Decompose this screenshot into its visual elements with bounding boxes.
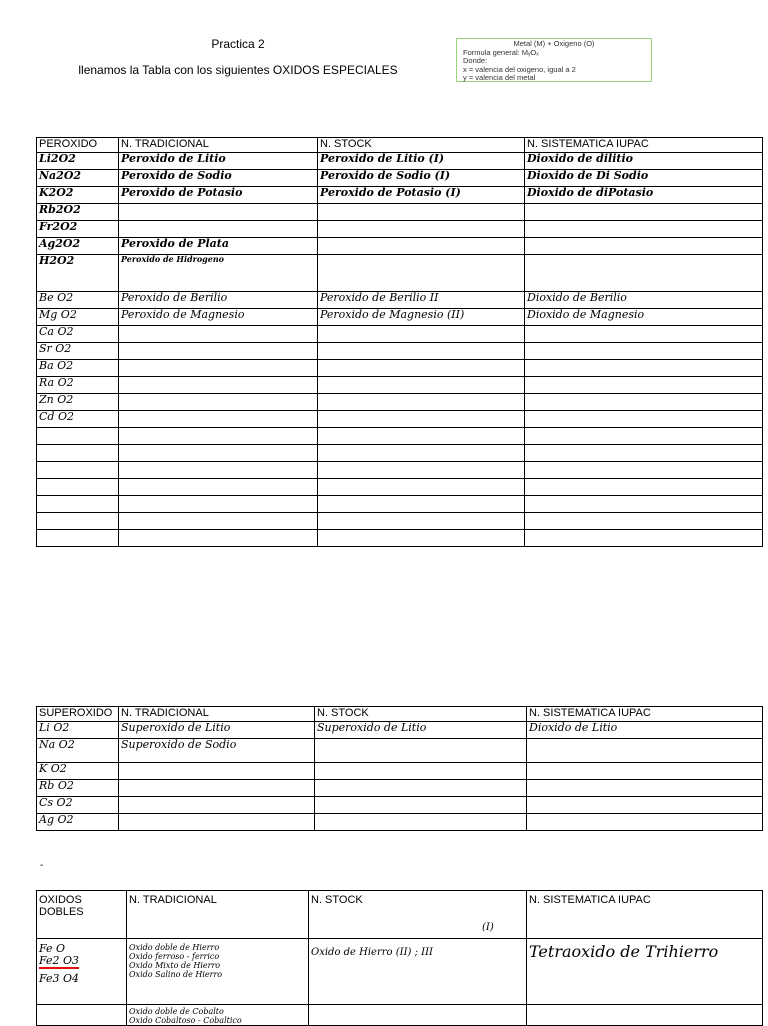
name-cell (119, 530, 318, 547)
name-cell (318, 530, 525, 547)
name-line: Oxido ferroso - ferrico (129, 952, 220, 961)
iupac-cell (527, 1005, 763, 1026)
name-cell (119, 513, 318, 530)
table-row (37, 221, 763, 238)
name-cell (527, 739, 763, 763)
formula-line: x = valencia del oxigeno, igual a 2 (463, 64, 576, 74)
name-cell: Superoxido de Litio (315, 722, 527, 739)
name-cell (527, 797, 763, 814)
name-cell (119, 326, 318, 343)
table-row (37, 479, 763, 496)
formula-cell: Ba O2 (37, 360, 119, 377)
header-cell: PEROXIDO (37, 138, 119, 153)
name-cell: Superoxido de Litio (119, 722, 315, 739)
name-cell (525, 462, 763, 479)
table-row (37, 513, 763, 530)
name-cell (527, 763, 763, 780)
name-cell (525, 360, 763, 377)
name-cell (315, 739, 527, 763)
name-cell (119, 797, 315, 814)
name-cell (525, 238, 763, 255)
formula-line: y = valencia del metal (463, 73, 536, 83)
name-cell: Dioxido de Litio (527, 722, 763, 739)
formula-cell: Fr2O2 (37, 221, 119, 238)
oxidos-dobles-table (36, 890, 763, 1026)
table-row (37, 780, 763, 797)
formula-box (456, 38, 652, 82)
name-cell (119, 221, 318, 238)
page-title: Practica 2 (211, 37, 265, 51)
formula-cell: Na2O2 (37, 170, 119, 187)
formula-cell: Ag O2 (37, 814, 119, 831)
tradicional-cell (127, 1005, 309, 1026)
formula-cell: H2O2 (37, 255, 119, 292)
name-cell (318, 204, 525, 221)
table-row (37, 377, 763, 394)
name-cell: Peroxido de Sodio (119, 170, 318, 187)
name-cell: Peroxido de Plata (119, 238, 318, 255)
name-cell (318, 462, 525, 479)
name-cell (318, 255, 525, 292)
formula-line: Metal (M) + Oxigeno (O) (513, 39, 595, 48)
formula-cell: Cd O2 (37, 411, 119, 428)
name-cell (525, 255, 763, 292)
stray-mark: - (40, 860, 44, 871)
name-cell: Peroxido de Magnesio (119, 309, 318, 326)
name-cell: Dioxido de Magnesio (525, 309, 763, 326)
table-row (37, 763, 763, 780)
name-cell (525, 445, 763, 462)
name-cell (119, 445, 318, 462)
name-cell (119, 763, 315, 780)
name-cell (525, 530, 763, 547)
table-row (37, 153, 763, 170)
table-row (37, 238, 763, 255)
table-row (37, 722, 763, 739)
name-cell: Dioxido de Berilio (525, 292, 763, 309)
name-cell: Peroxido de Litio (I) (318, 153, 525, 170)
header-cell: N. SISTEMATICA IUPAC (527, 891, 763, 939)
table-row (37, 530, 763, 547)
iupac-cell: Tetraoxido de Trihierro (527, 939, 763, 1005)
header-row (37, 707, 763, 722)
name-cell (525, 221, 763, 238)
formula-cell: Cs O2 (37, 797, 119, 814)
name-cell (318, 496, 525, 513)
formula-line: Fe2 O3 (39, 954, 80, 967)
stock-cell: Oxido de Hierro (II) ; III (309, 939, 527, 1005)
table-row (37, 462, 763, 479)
name-cell (525, 479, 763, 496)
name-cell (318, 394, 525, 411)
formula-cell (37, 939, 127, 1005)
name-line: Oxido doble de Hierro (129, 943, 220, 952)
formula-cell: K O2 (37, 763, 119, 780)
superoxido-table (36, 706, 763, 831)
formula-cell: Rb2O2 (37, 204, 119, 221)
header-cell: OXIDOS DOBLES (37, 891, 127, 939)
formula-line: Fe3 O4 (39, 972, 80, 985)
header-cell: N. TRADICIONAL (127, 891, 309, 939)
formula-cell: Li2O2 (37, 153, 119, 170)
table-row (37, 292, 763, 309)
peroxido-table (36, 137, 763, 547)
name-cell (119, 411, 318, 428)
name-cell: Peroxido de Sodio (I) (318, 170, 525, 187)
formula-cell (37, 445, 119, 462)
name-cell (119, 428, 318, 445)
formula-cell (37, 462, 119, 479)
formula-cell (37, 1005, 127, 1026)
name-cell (318, 238, 525, 255)
table-row (37, 797, 763, 814)
name-cell: Peroxido de Potasio (I) (318, 187, 525, 204)
name-cell (318, 377, 525, 394)
name-cell (525, 326, 763, 343)
table-row (37, 170, 763, 187)
name-cell (315, 780, 527, 797)
table-row (37, 343, 763, 360)
name-cell: Dioxido de dilitio (525, 153, 763, 170)
header-cell: N. SISTEMATICA IUPAC (527, 707, 763, 722)
name-cell: Peroxido de Magnesio (II) (318, 309, 525, 326)
formula-cell: Ag2O2 (37, 238, 119, 255)
name-cell (318, 326, 525, 343)
name-cell (119, 377, 318, 394)
table-row (37, 445, 763, 462)
formula-line: Fe O (39, 942, 66, 955)
formula-cell: Mg O2 (37, 309, 119, 326)
formula-line: Formula general: MᵧOₓ (463, 47, 539, 57)
name-cell (525, 377, 763, 394)
name-cell: Peroxido de Berilio (119, 292, 318, 309)
name-cell (318, 411, 525, 428)
name-cell: Dioxido de Di Sodio (525, 170, 763, 187)
name-cell (119, 496, 318, 513)
formula-cell: Sr O2 (37, 343, 119, 360)
table-row (37, 187, 763, 204)
formula-cell (37, 496, 119, 513)
table-row (37, 255, 763, 292)
name-cell (318, 343, 525, 360)
tradicional-cell (127, 939, 309, 1005)
formula-cell: K2O2 (37, 187, 119, 204)
name-cell (525, 428, 763, 445)
table-row (37, 411, 763, 428)
table-row (37, 428, 763, 445)
name-line: Oxido Salino de Hierro (129, 970, 223, 979)
name-cell (527, 780, 763, 797)
name-cell (119, 343, 318, 360)
formula-cell (37, 513, 119, 530)
formula-cell: Rb O2 (37, 780, 119, 797)
header-cell: SUPEROXIDO (37, 707, 119, 722)
table-row (37, 814, 763, 831)
header-cell: N. SISTEMATICA IUPAC (525, 138, 763, 153)
name-cell (318, 479, 525, 496)
name-cell (315, 814, 527, 831)
header-row (37, 138, 763, 153)
table-row (37, 360, 763, 377)
page-subtitle: llenamos la Tabla con los siguientes OXIDOS ESPECIALES (78, 63, 398, 77)
name-cell (315, 797, 527, 814)
name-cell (119, 360, 318, 377)
name-cell: Peroxido de Hidrogeno (119, 255, 318, 292)
name-cell (318, 360, 525, 377)
roman-note: (I) (482, 922, 494, 933)
name-cell (318, 428, 525, 445)
name-cell (315, 763, 527, 780)
name-cell (119, 462, 318, 479)
name-cell (318, 221, 525, 238)
name-cell (525, 513, 763, 530)
name-cell (525, 411, 763, 428)
name-cell (318, 513, 525, 530)
formula-line: Donde: (463, 56, 488, 66)
name-cell: Peroxido de Berilio II (318, 292, 525, 309)
name-cell: Superoxido de Sodio (119, 739, 315, 763)
name-line: Oxido Mixto de Hierro (129, 961, 221, 970)
name-cell (119, 394, 318, 411)
table-row (37, 496, 763, 513)
name-line: Oxido doble de Cobalto (129, 1007, 224, 1016)
name-cell (525, 343, 763, 360)
formula-cell (37, 428, 119, 445)
name-line: Oxido Cobaltoso - Cobaltico (129, 1016, 242, 1025)
table-row (37, 326, 763, 343)
table-row (37, 309, 763, 326)
formula-cell: Ca O2 (37, 326, 119, 343)
formula-cell: Be O2 (37, 292, 119, 309)
name-cell (525, 496, 763, 513)
formula-cell: Zn O2 (37, 394, 119, 411)
formula-cell: Na O2 (37, 739, 119, 763)
name-cell (527, 814, 763, 831)
table-row (37, 204, 763, 221)
formula-cell (37, 479, 119, 496)
header-cell: N. STOCK (318, 138, 525, 153)
formula-cell (37, 530, 119, 547)
header-cell: N. STOCK (315, 707, 527, 722)
formula-cell: Li O2 (37, 722, 119, 739)
name-cell: Peroxido de Litio (119, 153, 318, 170)
name-cell (318, 445, 525, 462)
table-row (37, 739, 763, 763)
name-cell (119, 780, 315, 797)
table-row (37, 394, 763, 411)
header-cell: N. STOCK (309, 891, 527, 939)
name-cell (119, 204, 318, 221)
name-cell (119, 814, 315, 831)
name-cell: Dioxido de diPotasio (525, 187, 763, 204)
header-cell: N. TRADICIONAL (119, 707, 315, 722)
name-cell (525, 394, 763, 411)
name-cell (119, 479, 318, 496)
header-cell: N. TRADICIONAL (119, 138, 318, 153)
name-cell (525, 204, 763, 221)
stock-cell (309, 1005, 527, 1026)
formula-cell: Ra O2 (37, 377, 119, 394)
name-cell: Peroxido de Potasio (119, 187, 318, 204)
